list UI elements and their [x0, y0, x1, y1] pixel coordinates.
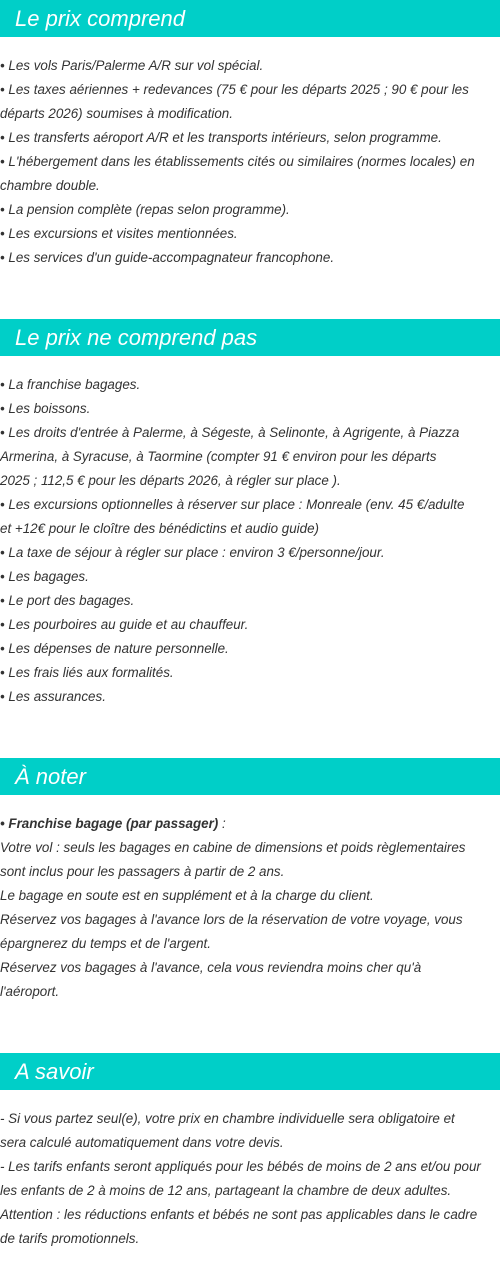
- text-line: Attention : les réductions enfants et bébés ne sont pas applicables dans le cadre: [0, 1207, 478, 1222]
- section-price-includes: [0, 0, 500, 270]
- section-title: Le prix ne comprend pas: [0, 319, 500, 356]
- text-line: chambre double.: [0, 178, 100, 193]
- text-line: • Les excursions optionnelles à réserver sur place : Monreale (env. 45 €/adulte: [0, 497, 465, 512]
- text-line: • Les pourboires au guide et au chauffeur.: [0, 617, 249, 632]
- section-body: [0, 356, 500, 709]
- text-line: épargnerez du temps et de l'argent.: [0, 936, 211, 951]
- text-line: • Les transferts aéroport A/R et les transports intérieurs, selon programme.: [0, 130, 442, 145]
- text-line: - Les tarifs enfants seront appliqués pour les bébés de moins de 2 ans et/ou pour: [0, 1159, 481, 1174]
- text-line: sera calculé automatiquement dans votre devis.: [0, 1135, 284, 1150]
- section-title: Le prix comprend: [0, 0, 500, 37]
- text-line: • Les bagages.: [0, 569, 89, 584]
- text-line: Réservez vos bagages à l'avance, cela vous reviendra moins cher qu'à: [0, 960, 422, 975]
- text-line: • Les vols Paris/Palerme A/R sur vol spécial.: [0, 58, 264, 73]
- section-title: A savoir: [0, 1053, 500, 1090]
- text-line: • La taxe de séjour à régler sur place : environ 3 €/personne/jour.: [0, 545, 385, 560]
- section-body: [0, 37, 500, 270]
- lead-label: • Franchise bagage (par passager): [0, 816, 219, 831]
- text-line-lead: [0, 812, 500, 836]
- section-body: [0, 795, 500, 1004]
- text-line: Votre vol : seuls les bagages en cabine de dimensions et poids règlementaires: [0, 840, 466, 855]
- section-body: [0, 1090, 500, 1251]
- text-line: • Les taxes aériennes + redevances (75 € pour les départs 2025 ; 90 € pour les: [0, 82, 469, 97]
- text-line: Armerina, à Syracuse, à Taormine (compter 91 € environ pour les départs: [0, 449, 437, 464]
- section-to-note: [0, 758, 500, 1004]
- text-line: • Les assurances.: [0, 689, 106, 704]
- section-price-excludes: [0, 319, 500, 709]
- text-line: • Les droits d'entrée à Palerme, à Ségeste, à Selinonte, à Agrigente, à Piazza: [0, 425, 460, 440]
- section-title: À noter: [0, 758, 500, 795]
- text-line: de tarifs promotionnels.: [0, 1231, 140, 1246]
- text-line: - Si vous partez seul(e), votre prix en chambre individuelle sera obligatoire et: [0, 1111, 455, 1126]
- text-line: • L'hébergement dans les établissements cités ou similaires (normes locales) en: [0, 154, 475, 169]
- text-line: Réservez vos bagages à l'avance lors de la réservation de votre voyage, vous: [0, 912, 463, 927]
- text-line: Le bagage en soute est en supplément et à la charge du client.: [0, 888, 374, 903]
- text-line: • Les boissons.: [0, 401, 91, 416]
- text-line: départs 2026) soumises à modification.: [0, 106, 233, 121]
- text-line: et +12€ pour le cloître des bénédictins et audio guide): [0, 521, 319, 536]
- section-good-to-know: [0, 1053, 500, 1251]
- text-line: 2025 ; 112,5 € pour les départs 2026, à régler sur place ).: [0, 473, 341, 488]
- text-line: • Les dépenses de nature personnelle.: [0, 641, 229, 656]
- text-line: sont inclus pour les passagers à partir de 2 ans.: [0, 864, 285, 879]
- text-line: • La franchise bagages.: [0, 377, 141, 392]
- text-line: • La pension complète (repas selon programme).: [0, 202, 290, 217]
- text-line: • Les frais liés aux formalités.: [0, 665, 174, 680]
- text-line: l'aéroport.: [0, 984, 60, 999]
- text-line: • Le port des bagages.: [0, 593, 135, 608]
- text-line: • Les excursions et visites mentionnées.: [0, 226, 238, 241]
- text-line: les enfants de 2 à moins de 12 ans, partageant la chambre de deux adultes.: [0, 1183, 452, 1198]
- text-line: • Les services d'un guide-accompagnateur francophone.: [0, 250, 335, 265]
- lead-suffix: :: [218, 816, 226, 831]
